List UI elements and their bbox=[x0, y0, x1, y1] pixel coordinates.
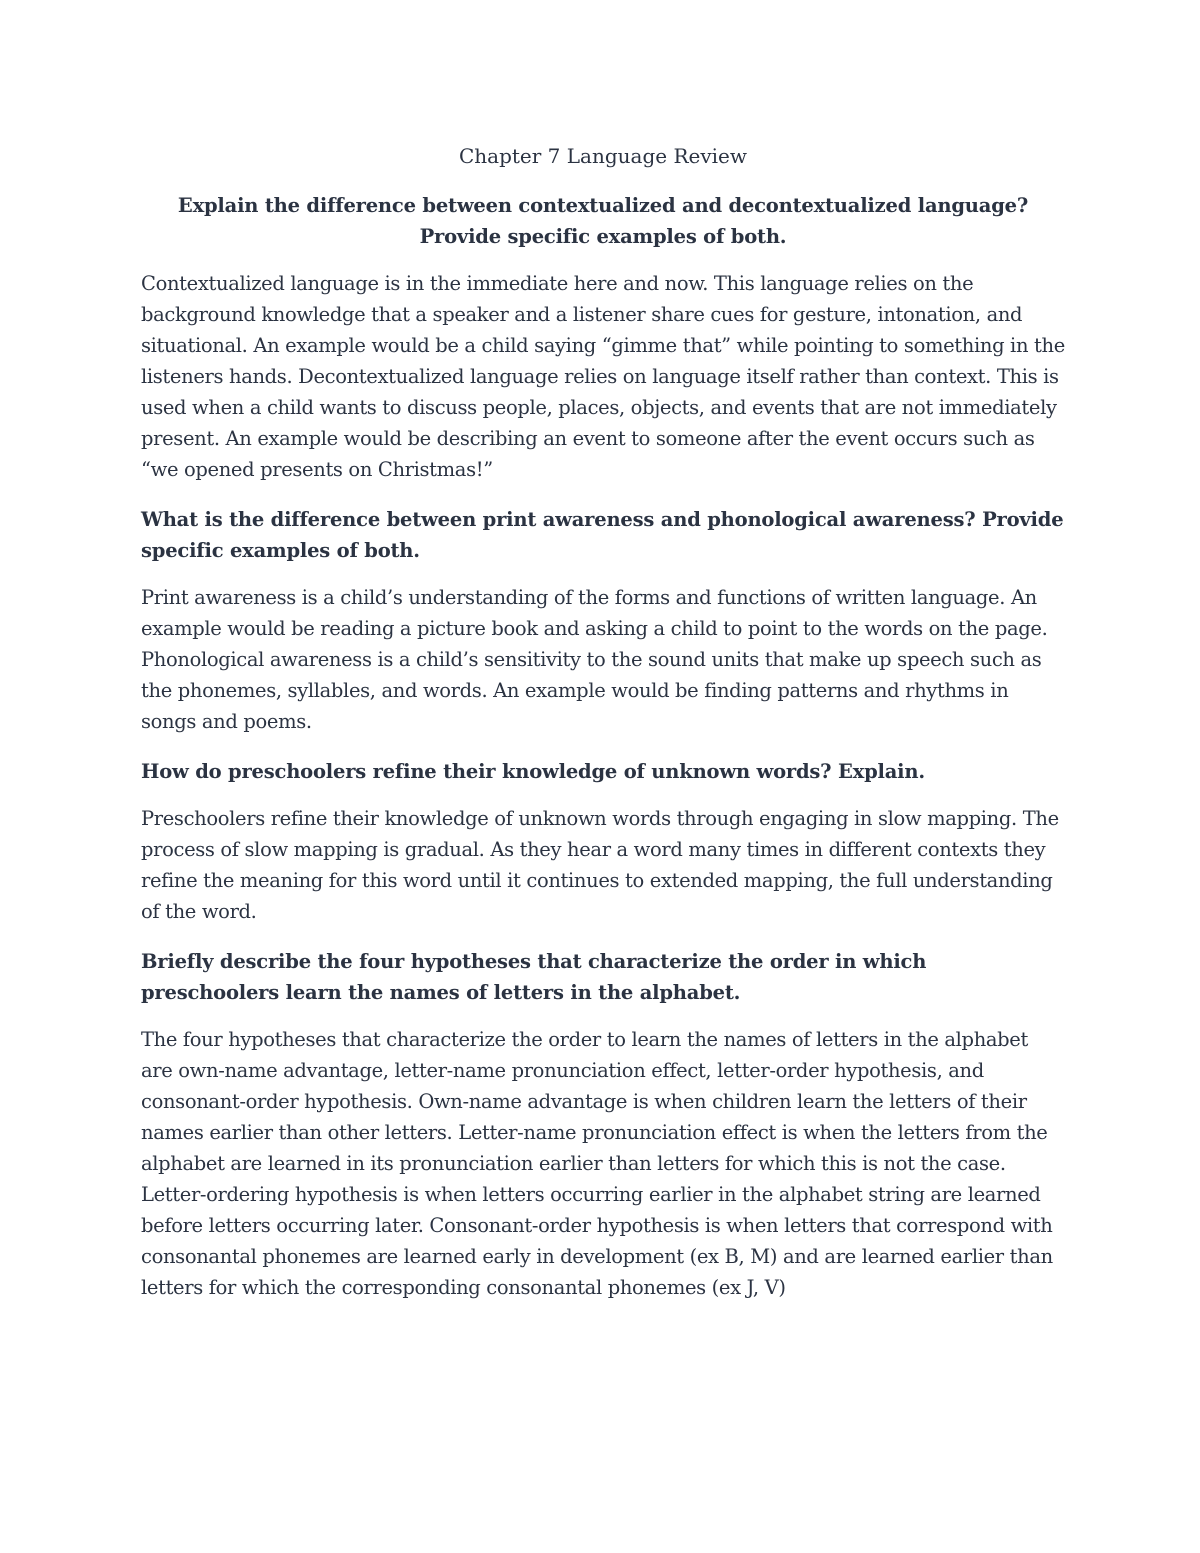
question-heading: Explain the difference between contextualized and decontextualized language? Provide specific examples of both. bbox=[177, 194, 1029, 248]
question-heading: How do preschoolers refine their knowledge of unknown words? Explain. bbox=[141, 760, 925, 783]
answer-paragraph: Print awareness is a child’s understanding of the forms and functions of written language. An example would be reading a picture book and asking a child to point to the words on the page. Phonological awareness is a child’s sensitivity to the sound units that make up speech such as the phonemes, syllables, and words. An example would be finding patterns and rhythms in songs and poems. bbox=[141, 586, 1048, 733]
section-letter-hypotheses bbox=[141, 946, 1065, 1303]
section-contextualized-language bbox=[141, 190, 1065, 485]
question-heading: Briefly describe the four hypotheses that characterize the order in which preschoolers learn the names of letters in the alphabet. bbox=[141, 950, 927, 1004]
answer-paragraph: Contextualized language is in the immediate here and now. This language relies on the background knowledge that a speaker and a listener share cues for gesture, intonation, and situational. An example would be a child saying “gimme that” while pointing to something in the listeners hands. Decontextualized language relies on language itself rather than context. This is used when a child wants to discuss people, places, objects, and events that are not immediately present. An example would be describing an event to someone after the event occurs such as “we opened presents on Christmas!” bbox=[141, 272, 1065, 481]
answer-paragraph: The four hypotheses that characterize the order to learn the names of letters in the alphabet are own-name advantage, letter-name pronunciation effect, letter-order hypothesis, and consonant-order hypothesis. Own-name advantage is when children learn the letters of their names earlier than other letters. Letter-name pronunciation effect is when the letters from the alphabet are learned in its pronunciation earlier than letters for which this is not the case. Letter-ordering hypothesis is when letters occurring earlier in the alphabet string are learned before letters occurring later. Consonant-order hypothesis is when letters that correspond with consonantal phonemes are learned early in development (ex B, M) and are learned earlier than letters for which the corresponding consonantal phonemes (ex J, V) bbox=[141, 1028, 1053, 1299]
answer-paragraph: Preschoolers refine their knowledge of unknown words through engaging in slow mapping. The process of slow mapping is gradual. As they hear a word many times in different contexts they refine the meaning for this word until it continues to extended mapping, the full understanding of the word. bbox=[141, 807, 1059, 923]
section-print-phonological-awareness bbox=[141, 504, 1065, 737]
document-title: Chapter 7 Language Review bbox=[458, 144, 748, 168]
section-unknown-words bbox=[141, 756, 1065, 927]
question-heading: What is the difference between print awareness and phonological awareness? Provide specific examples of both. bbox=[141, 508, 1064, 562]
document-body bbox=[141, 140, 1065, 1322]
